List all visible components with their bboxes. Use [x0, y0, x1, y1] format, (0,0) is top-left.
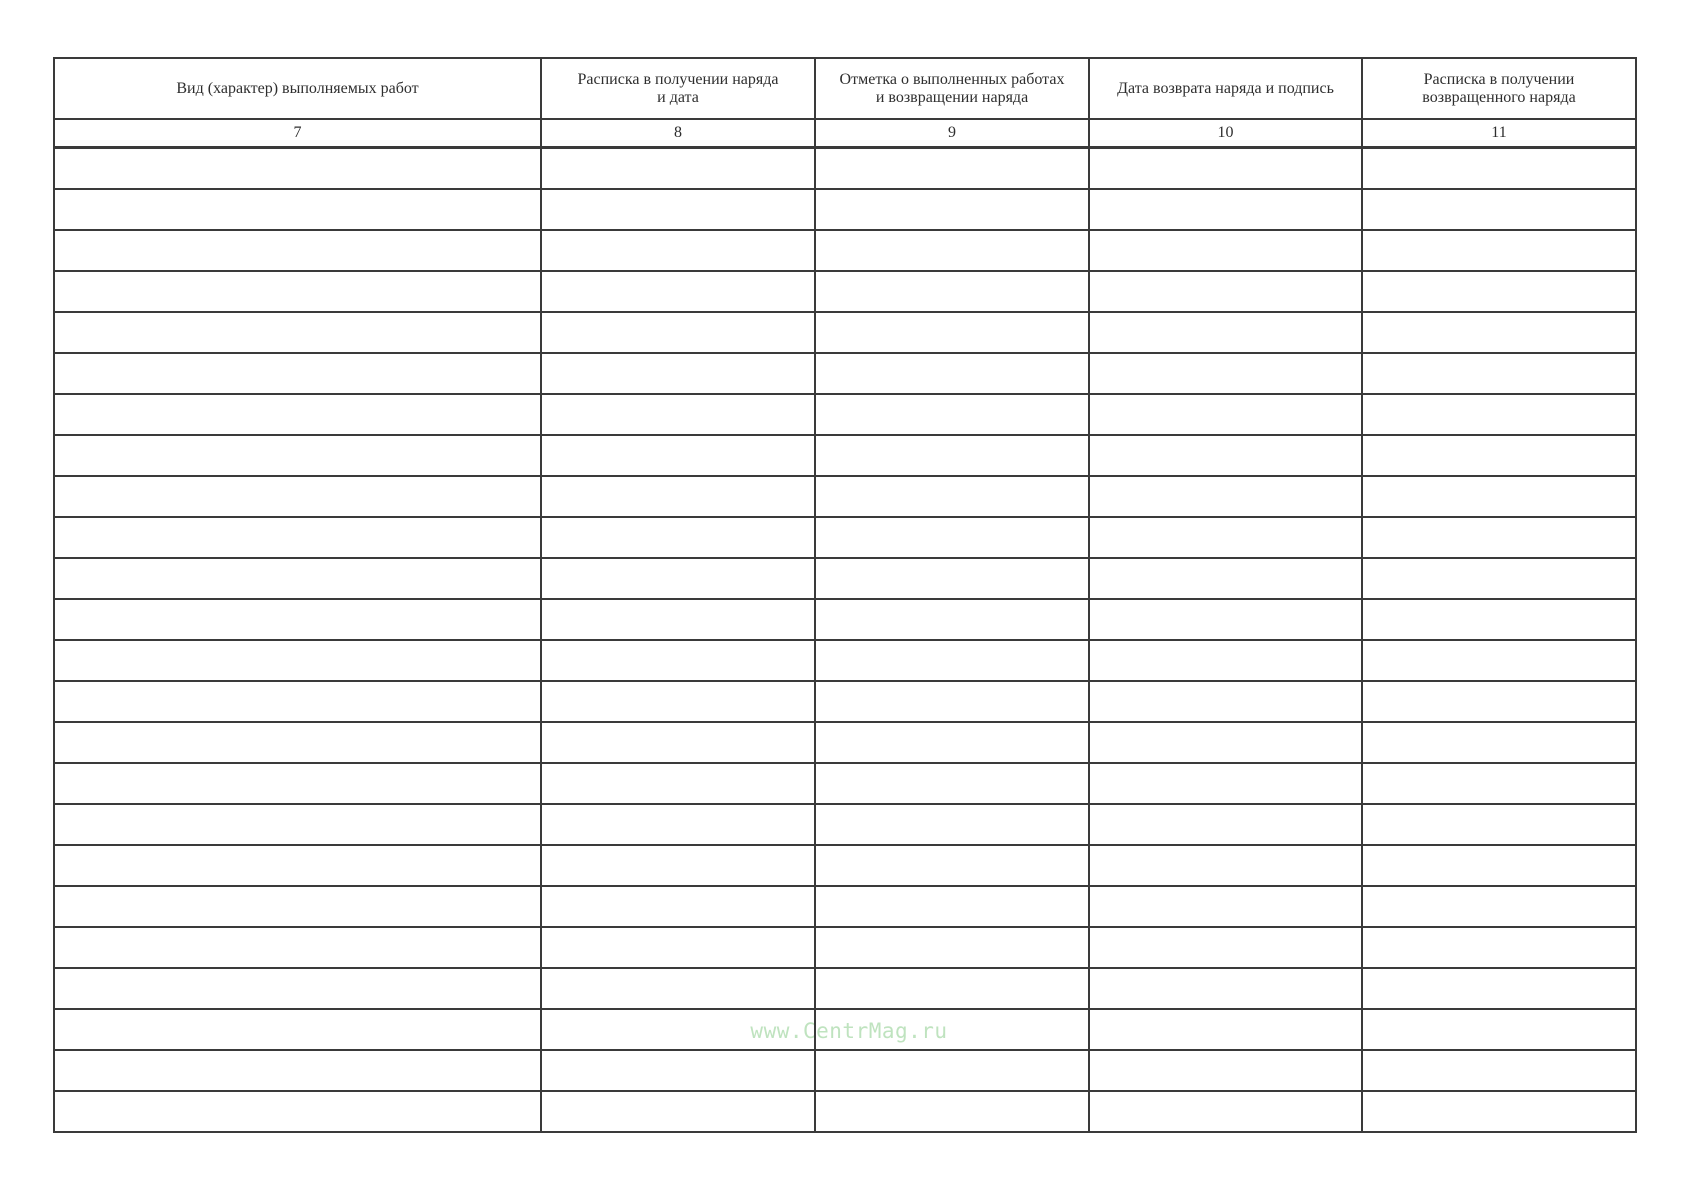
journal-body [54, 148, 1636, 1133]
blank-cell [541, 558, 815, 599]
blank-cell [1362, 435, 1636, 476]
column-number-row [54, 119, 1636, 148]
table-row [54, 1050, 1636, 1091]
table-row [54, 886, 1636, 927]
table-row [54, 394, 1636, 435]
blank-cell [1362, 558, 1636, 599]
work-order-journal-table [53, 57, 1637, 1133]
blank-cell [1089, 1091, 1362, 1132]
table-row [54, 476, 1636, 517]
blank-cell [54, 845, 541, 886]
blank-cell [1089, 230, 1362, 271]
blank-cell [1089, 722, 1362, 763]
header-receipt-and-date: Расписка в получении наряда и дата [541, 58, 815, 119]
blank-cell [541, 394, 815, 435]
blank-cell [815, 681, 1089, 722]
blank-cell [815, 722, 1089, 763]
blank-cell [1089, 599, 1362, 640]
blank-cell [1362, 886, 1636, 927]
blank-cell [541, 189, 815, 230]
table-row [54, 804, 1636, 845]
blank-cell [1362, 845, 1636, 886]
blank-cell [815, 968, 1089, 1009]
blank-cell [815, 148, 1089, 190]
blank-cell [1362, 927, 1636, 968]
blank-cell [54, 1091, 541, 1132]
table-row [54, 1091, 1636, 1132]
blank-cell [1362, 394, 1636, 435]
table-row [54, 968, 1636, 1009]
blank-cell [1089, 189, 1362, 230]
blank-cell [541, 845, 815, 886]
blank-cell [54, 189, 541, 230]
blank-cell [541, 353, 815, 394]
header-row [54, 58, 1636, 119]
blank-cell [54, 681, 541, 722]
blank-cell [541, 435, 815, 476]
blank-cell [1362, 230, 1636, 271]
table-row [54, 927, 1636, 968]
blank-cell [815, 763, 1089, 804]
blank-cell [1089, 435, 1362, 476]
blank-cell [54, 148, 541, 190]
table-row [54, 435, 1636, 476]
table-row [54, 230, 1636, 271]
blank-cell [1089, 640, 1362, 681]
blank-cell [815, 312, 1089, 353]
column-number: 9 [815, 119, 1089, 148]
column-number: 8 [541, 119, 815, 148]
blank-cell [54, 517, 541, 558]
header-completion-mark: Отметка о выполненных работах и возвращении наряда [815, 58, 1089, 119]
blank-cell [54, 230, 541, 271]
blank-cell [1362, 681, 1636, 722]
table-row [54, 722, 1636, 763]
blank-cell [1089, 558, 1362, 599]
table-row [54, 189, 1636, 230]
blank-cell [1362, 271, 1636, 312]
blank-cell [815, 1050, 1089, 1091]
blank-cell [1362, 1050, 1636, 1091]
blank-cell [815, 558, 1089, 599]
blank-cell [1089, 353, 1362, 394]
blank-cell [54, 435, 541, 476]
blank-cell [1089, 845, 1362, 886]
blank-cell [815, 230, 1089, 271]
blank-cell [54, 640, 541, 681]
table-row [54, 681, 1636, 722]
blank-cell [1362, 968, 1636, 1009]
blank-cell [1362, 476, 1636, 517]
blank-cell [541, 476, 815, 517]
blank-cell [541, 804, 815, 845]
blank-cell [54, 353, 541, 394]
blank-cell [1089, 394, 1362, 435]
blank-cell [815, 189, 1089, 230]
blank-cell [54, 394, 541, 435]
table-row [54, 599, 1636, 640]
blank-cell [54, 804, 541, 845]
blank-cell [1089, 763, 1362, 804]
blank-cell [54, 599, 541, 640]
blank-cell [54, 763, 541, 804]
blank-cell [54, 558, 541, 599]
blank-cell [541, 312, 815, 353]
blank-cell [541, 722, 815, 763]
blank-cell [815, 927, 1089, 968]
blank-cell [1089, 804, 1362, 845]
blank-cell [541, 886, 815, 927]
table-row [54, 312, 1636, 353]
blank-cell [1362, 640, 1636, 681]
column-number: 7 [54, 119, 541, 148]
blank-cell [815, 476, 1089, 517]
blank-cell [1362, 353, 1636, 394]
blank-cell [1362, 312, 1636, 353]
header-return-date-signature: Дата возврата наряда и подпись [1089, 58, 1362, 119]
blank-cell [1362, 148, 1636, 190]
table-row [54, 763, 1636, 804]
blank-cell [541, 230, 815, 271]
blank-cell [1362, 1091, 1636, 1132]
blank-cell [54, 271, 541, 312]
header-returned-receipt: Расписка в получении возвращенного наряда [1362, 58, 1636, 119]
column-number: 11 [1362, 119, 1636, 148]
column-number: 10 [1089, 119, 1362, 148]
blank-cell [541, 640, 815, 681]
table-row [54, 845, 1636, 886]
blank-cell [541, 1050, 815, 1091]
blank-cell [1089, 681, 1362, 722]
blank-cell [815, 640, 1089, 681]
blank-cell [54, 968, 541, 1009]
blank-cell [1362, 517, 1636, 558]
blank-cell [1089, 517, 1362, 558]
blank-cell [541, 599, 815, 640]
blank-cell [54, 312, 541, 353]
table-row [54, 353, 1636, 394]
blank-cell [1089, 312, 1362, 353]
blank-cell [1362, 599, 1636, 640]
header-work-type: Вид (характер) выполняемых работ [54, 58, 541, 119]
blank-cell [1362, 804, 1636, 845]
blank-cell [541, 927, 815, 968]
blank-cell [1089, 927, 1362, 968]
blank-cell [1089, 968, 1362, 1009]
blank-cell [541, 148, 815, 190]
blank-cell [1089, 476, 1362, 517]
blank-cell [54, 927, 541, 968]
table-row [54, 558, 1636, 599]
table-row [54, 271, 1636, 312]
blank-cell [815, 845, 1089, 886]
blank-cell [54, 722, 541, 763]
blank-cell [1089, 271, 1362, 312]
blank-cell [815, 1091, 1089, 1132]
blank-cell [815, 271, 1089, 312]
blank-cell [1362, 722, 1636, 763]
blank-cell [54, 886, 541, 927]
blank-cell [815, 353, 1089, 394]
blank-cell [541, 763, 815, 804]
blank-cell [1362, 763, 1636, 804]
blank-cell [815, 394, 1089, 435]
blank-cell [541, 968, 815, 1009]
blank-cell [815, 517, 1089, 558]
blank-cell [54, 1050, 541, 1091]
blank-cell [541, 517, 815, 558]
blank-cell [541, 681, 815, 722]
blank-cell [541, 1091, 815, 1132]
blank-cell [541, 271, 815, 312]
blank-cell [815, 435, 1089, 476]
blank-cell [815, 599, 1089, 640]
blank-cell [815, 804, 1089, 845]
blank-cell [1089, 1050, 1362, 1091]
table-row [54, 640, 1636, 681]
table-row [54, 517, 1636, 558]
table-row [54, 148, 1636, 190]
blank-cell [815, 886, 1089, 927]
watermark-text: www.CentrMag.ru [750, 1019, 948, 1043]
blank-cell [1362, 189, 1636, 230]
blank-cell [1089, 886, 1362, 927]
blank-cell [1089, 148, 1362, 190]
blank-cell [54, 476, 541, 517]
